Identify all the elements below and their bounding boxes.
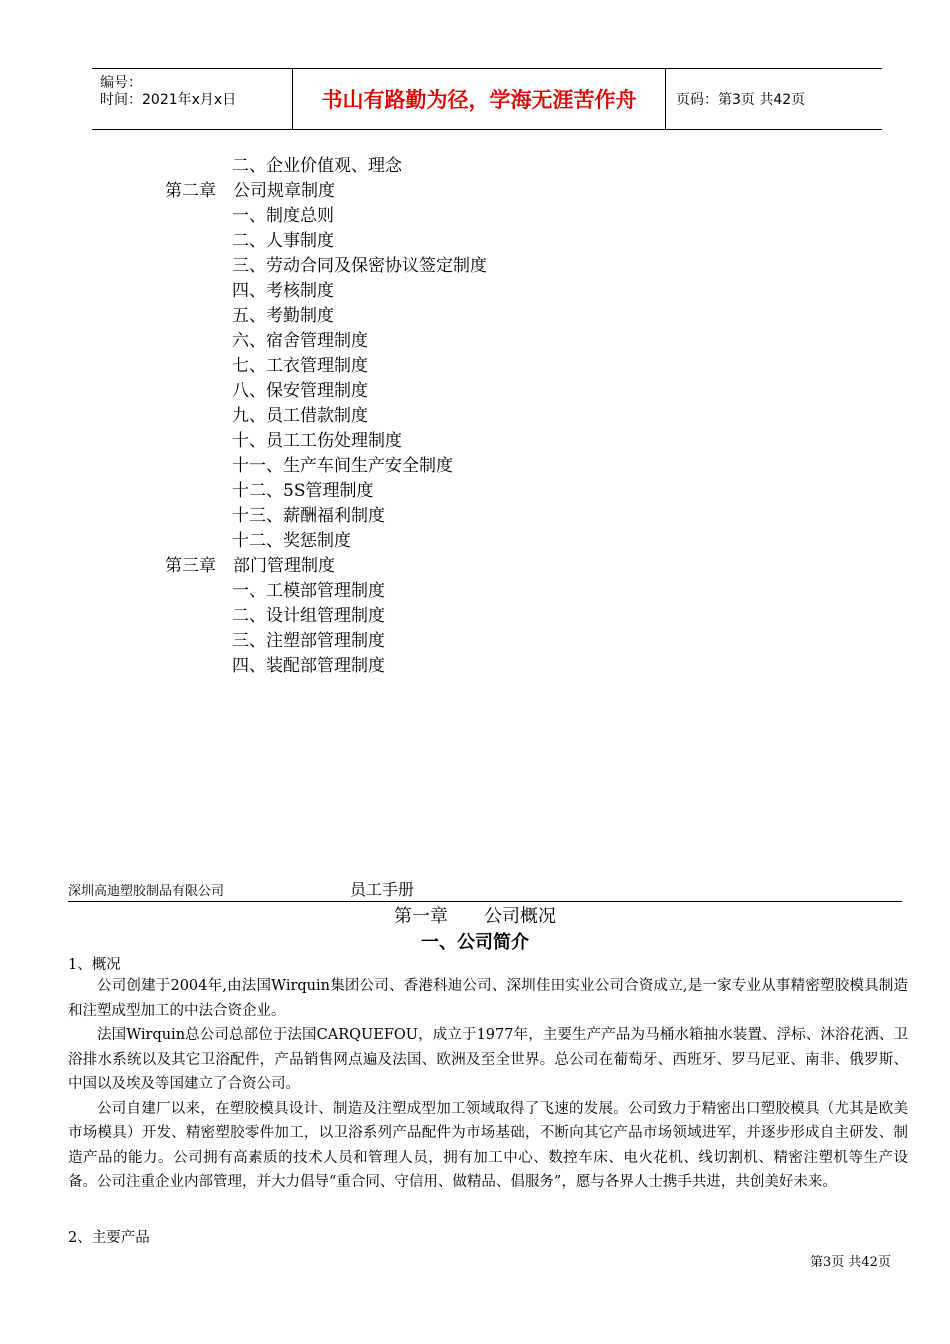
subheading-products: 2、主要产品: [68, 1230, 150, 1246]
toc-entry: 二、企业价值观、理念: [232, 156, 402, 176]
toc-entry: 三、劳动合同及保密协议签定制度: [232, 256, 487, 276]
toc-entry: 十一、生产车间生产安全制度: [232, 456, 453, 476]
page-header: [92, 68, 882, 130]
toc-entry: 二、设计组管理制度: [232, 606, 385, 626]
toc-entry: 十二、5S管理制度: [232, 481, 374, 501]
toc-entry: 十二、奖惩制度: [232, 531, 351, 551]
paragraph: 公司自建厂以来，在塑胶模具设计、制造及注塑成型加工领域取得了飞速的发展。公司致力于精密出口塑胶模具（尤其是欧美市场模具）开发、精密塑胶零件加工，以卫浴系列产品配件为市场基础，不断向其它产品市场领域进军，并逐步形成自主研发、制造产品的能力。公司拥有高素质的技术人员和管理人员，拥有加工中心、数控车床、电火花机、线切割机、精密注塑机等生产设备。公司注重企业内部管理，并大力倡导“重合同、守信用、做精品、倡服务”，愿与各界人士携手共进，共创美好未来。: [68, 1100, 908, 1190]
running-header: [68, 876, 902, 902]
toc-entry: 十三、薪酬福利制度: [232, 506, 385, 526]
toc-entry: 四、考核制度: [232, 281, 334, 301]
header-page-label: 页码：第3页 共42页: [676, 92, 806, 108]
toc-entry: 十、员工工伤处理制度: [232, 431, 402, 451]
paragraph: 法国Wirquin总公司总部位于法国CARQUEFOU，成立于1977年，主要生产产品为马桶水箱抽水装置、浮标、沐浴花洒、卫浴排水系统以及其它卫浴配件，产品销售网点遍及法国、欧洲及至全世界。总公司在葡萄牙、西班牙、罗马尼亚、南非、俄罗斯、中国以及埃及等国建立了合资公司。: [68, 1027, 908, 1092]
toc-entry: 五、考勤制度: [232, 306, 334, 326]
header-meta: [92, 69, 293, 129]
toc-entry: 七、工衣管理制度: [232, 356, 368, 376]
page-number: 第3页 共42页: [810, 1255, 891, 1270]
toc-entry: 九、员工借款制度: [232, 406, 368, 426]
section-title: 一、公司简介: [421, 932, 529, 953]
toc-entry: 四、装配部管理制度: [232, 656, 385, 676]
header-motto: 书山有路勤为径，学海无涯苦作舟: [293, 69, 666, 129]
toc-chapter: 第三章 部门管理制度: [165, 556, 335, 576]
toc-entry: 一、工模部管理制度: [232, 581, 385, 601]
toc-entry: 六、宿舍管理制度: [232, 331, 368, 351]
manual-title: 员工手册: [350, 880, 415, 899]
toc-entry: 三、注塑部管理制度: [232, 631, 385, 651]
toc-entry: 八、保安管理制度: [232, 381, 368, 401]
chapter-title: 第一章 公司概况: [394, 906, 556, 927]
toc-entry: 二、人事制度: [232, 231, 334, 251]
toc-chapter: 第二章 公司规章制度: [165, 181, 335, 201]
number-label: 编号：: [100, 75, 142, 91]
time-label: 时间：2021年x月x日: [100, 92, 237, 108]
paragraph: 公司创建于2004年,由法国Wirquin集团公司、香港科迪公司、深圳佳田实业公司合资成立,是一家专业从事精密塑胶模具制造和注塑成型加工的中法合资企业。: [68, 978, 908, 1019]
body-text: [68, 974, 908, 1195]
toc-entry: 一、制度总则: [232, 206, 334, 226]
subheading-overview: 1、概况: [68, 957, 121, 973]
company-name: 深圳高迪塑胶制品有限公司: [68, 884, 225, 899]
